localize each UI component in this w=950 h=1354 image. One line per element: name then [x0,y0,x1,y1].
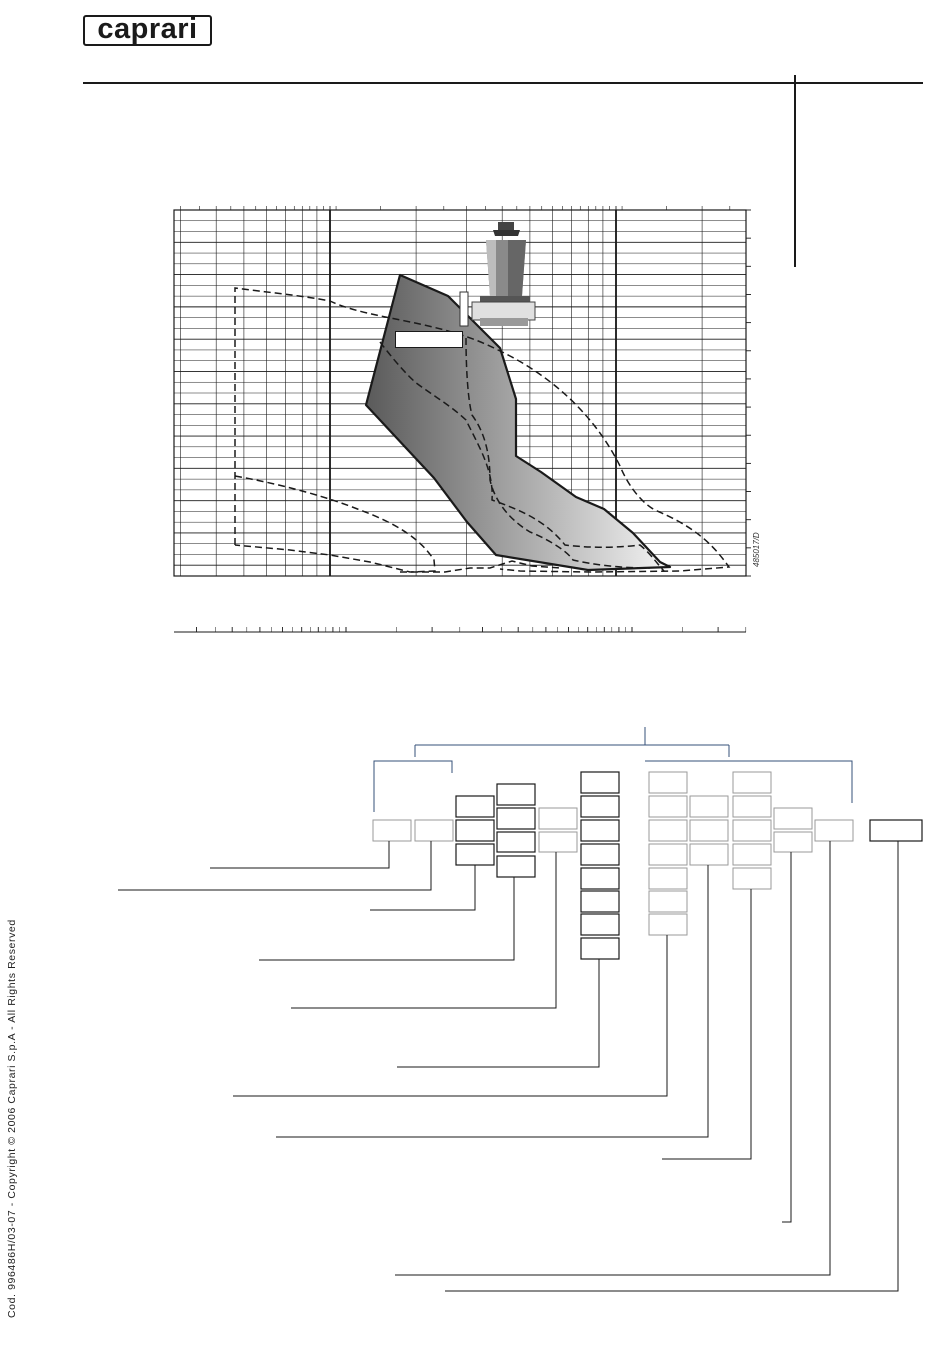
submersible-pump-icon [460,222,535,326]
code-key-diagram [118,727,922,1291]
brand-name: caprari [97,13,198,45]
curve-low [400,561,560,572]
curve-boundary-small [235,476,435,572]
copyright-notice: Cod. 996486H/03-07 - Copyright © 2006 Caprari S.p.A - All Rights Reserved [6,919,18,1318]
figure-code: 485017/D [752,532,761,567]
model-label [395,331,463,348]
secondary-scale [174,627,746,632]
